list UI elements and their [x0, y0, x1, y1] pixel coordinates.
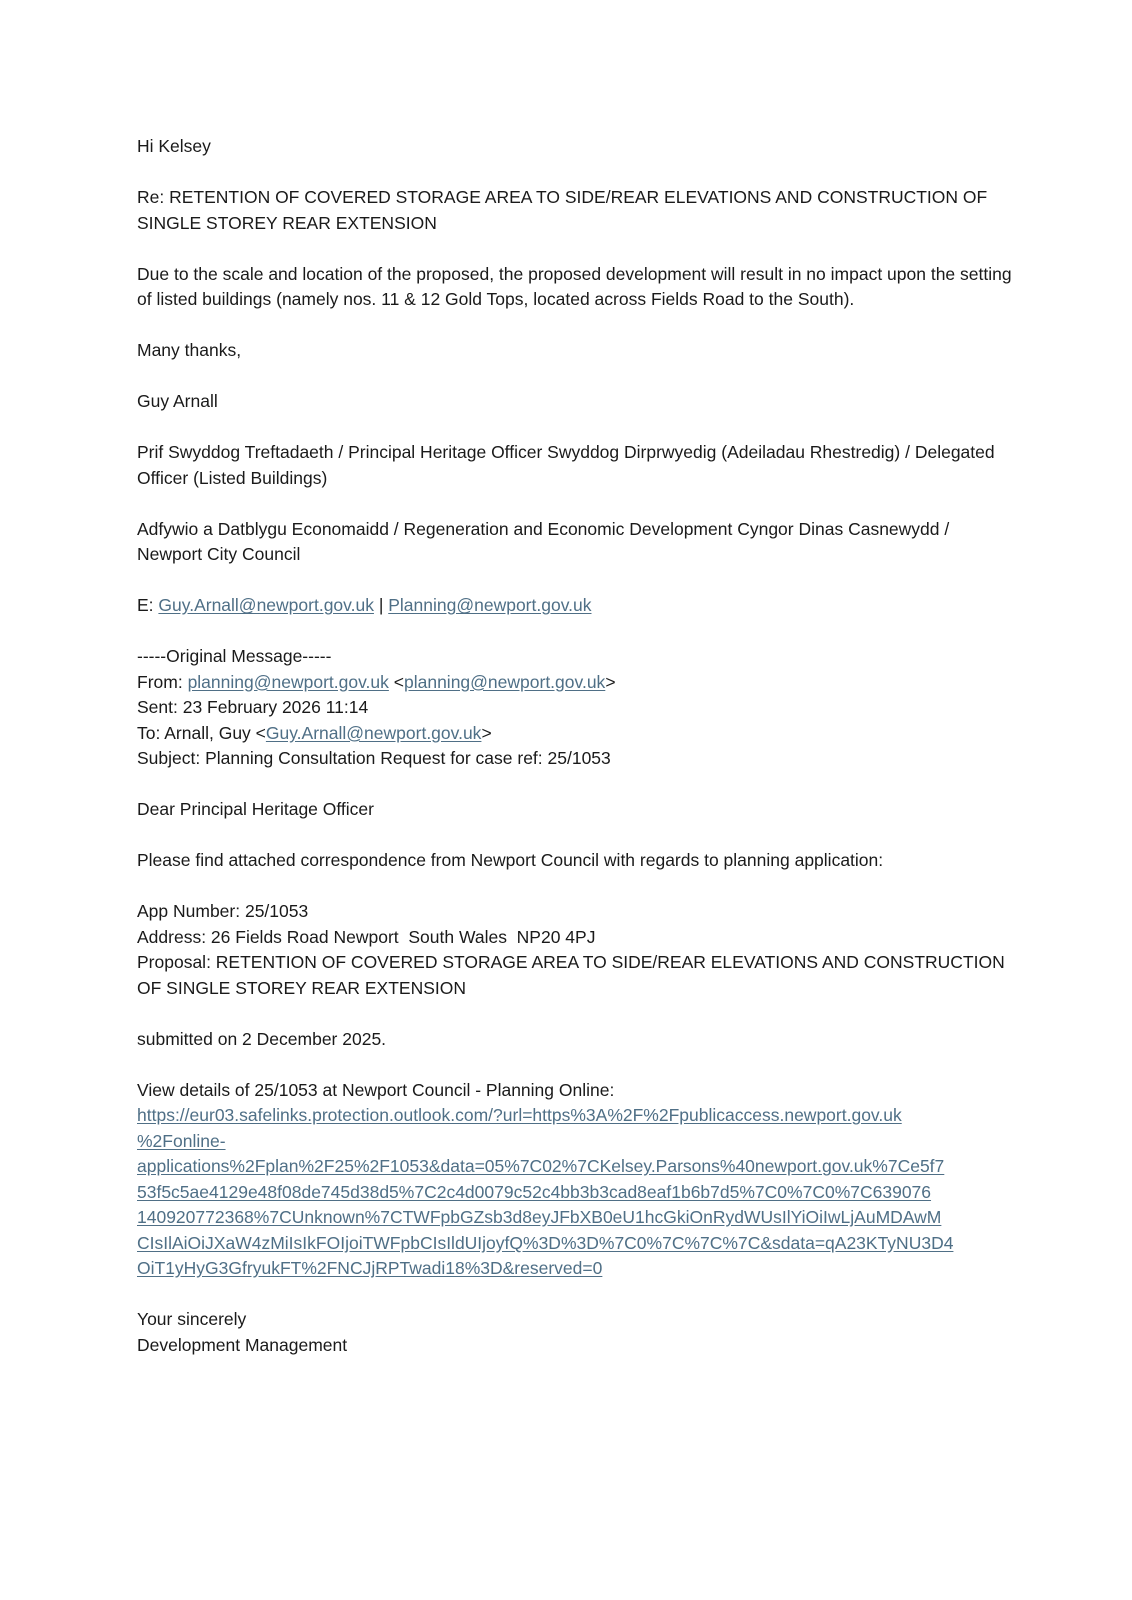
from-email-link[interactable]: planning@newport.gov.uk — [187, 671, 389, 692]
sent-line: Sent: 23 February 2026 11:14 — [137, 697, 369, 717]
greeting: Hi Kelsey — [137, 136, 211, 156]
application-details — [137, 899, 1017, 1001]
submitted-date: submitted on 2 December 2025. — [137, 1028, 387, 1049]
url-line: applications%2Fplan%2F25%2F1053&data=05%7C02%7CKelsey.Parsons%40newport.gov.uk%7Ce5f7 — [137, 1156, 945, 1176]
from-label: From: — [137, 671, 188, 692]
to-email-link[interactable]: Guy.Arnall@newport.gov.uk — [265, 722, 482, 743]
sign-off-block — [137, 1307, 1017, 1358]
planning-online-link[interactable] — [137, 1103, 1017, 1282]
sign-off-team: Development Management — [137, 1334, 348, 1355]
url-line: https://eur03.safelinks.protection.outlook.com/?url=https%3A%2F%2Fpublicaccess.newport.gov.uk — [137, 1105, 902, 1125]
from-bracket-close: > — [605, 671, 616, 692]
from-bracket-open: < — [388, 671, 404, 692]
signature-title: Prif Swyddog Treftadaeth / Principal Heritage Officer Swyddog Dirprwyedig (Adeiladau Rhestredig) / Delegated Officer (Listed Buildings) — [137, 442, 995, 488]
intro-paragraph: Please find attached correspondence from Newport Council with regards to planning application: — [137, 850, 884, 870]
email-link-planning[interactable]: Planning@newport.gov.uk — [388, 595, 592, 615]
proposal: Proposal: RETENTION OF COVERED STORAGE AREA TO SIDE/REAR ELEVATIONS AND CONSTRUCTION OF SINGLE STOREY REAR EXTENSION — [137, 952, 1005, 998]
url-line: CIsIlAiOiJXaW4zMiIsIkFOIjoiTWFpbCIsIldUIjoyfQ%3D%3D%7C0%7C%7C%7C&sdata=qA23KTyNU3D4 — [137, 1232, 954, 1253]
signature-department: Adfywio a Datblygu Economaidd / Regeneration and Economic Development Cyngor Dinas Casnewydd / Newport City Council — [137, 518, 950, 564]
from-line — [137, 670, 1017, 696]
email-document — [137, 134, 1017, 1384]
url-line: 53f5c5ae4129e48f08de745d38d5%7C2c4d0079c52c4bb3b3cad8eaf1b6b7d5%7C0%7C0%7C639076 — [137, 1181, 932, 1202]
view-details-label: View details of 25/1053 at Newport Council - Planning Online: — [137, 1079, 615, 1100]
closing: Many thanks, — [137, 340, 242, 360]
subject-line: Subject: Planning Consultation Request for case ref: 25/1053 — [137, 748, 611, 768]
view-details-block — [137, 1078, 1017, 1282]
to-line — [137, 721, 1017, 747]
url-line: OiT1yHyG3GfryukFT%2FNCJjRPTwadi18%3D&reserved=0 — [137, 1258, 603, 1278]
address: Address: 26 Fields Road Newport South Wales NP20 4PJ — [137, 926, 596, 947]
to-label: To: Arnall, Guy < — [137, 722, 266, 743]
original-message-header-block — [137, 644, 1017, 772]
app-number: App Number: 25/1053 — [137, 901, 309, 921]
salutation: Dear Principal Heritage Officer — [137, 799, 374, 819]
re-subject-line: Re: RETENTION OF COVERED STORAGE AREA TO SIDE/REAR ELEVATIONS AND CONSTRUCTION OF SINGLE STOREY REAR EXTENSION — [137, 187, 988, 233]
from-email-bracketed-link[interactable]: planning@newport.gov.uk — [403, 671, 606, 692]
signature-email-line — [137, 593, 1017, 619]
email-prefix: E: — [137, 595, 159, 615]
url-line: 140920772368%7CUnknown%7CTWFpbGZsb3d8eyJFbXB0eU1hcGkiOnRydWUsIlYiOiIwLjAuMDAwM — [137, 1207, 942, 1227]
sign-off: Your sincerely — [137, 1309, 247, 1329]
url-line: %2Fonline- — [137, 1130, 226, 1151]
email-separator: | — [373, 595, 389, 615]
signature-name: Guy Arnall — [137, 391, 218, 411]
body-paragraph: Due to the scale and location of the proposed, the proposed development will result in no impact upon the setting of listed buildings (namely nos. 11 & 12 Gold Tops, located across Fields Road to the South). — [137, 263, 1012, 309]
email-link-guy[interactable]: Guy.Arnall@newport.gov.uk — [158, 595, 374, 615]
to-bracket-close: > — [481, 722, 492, 743]
original-message-header: -----Original Message----- — [137, 646, 332, 666]
